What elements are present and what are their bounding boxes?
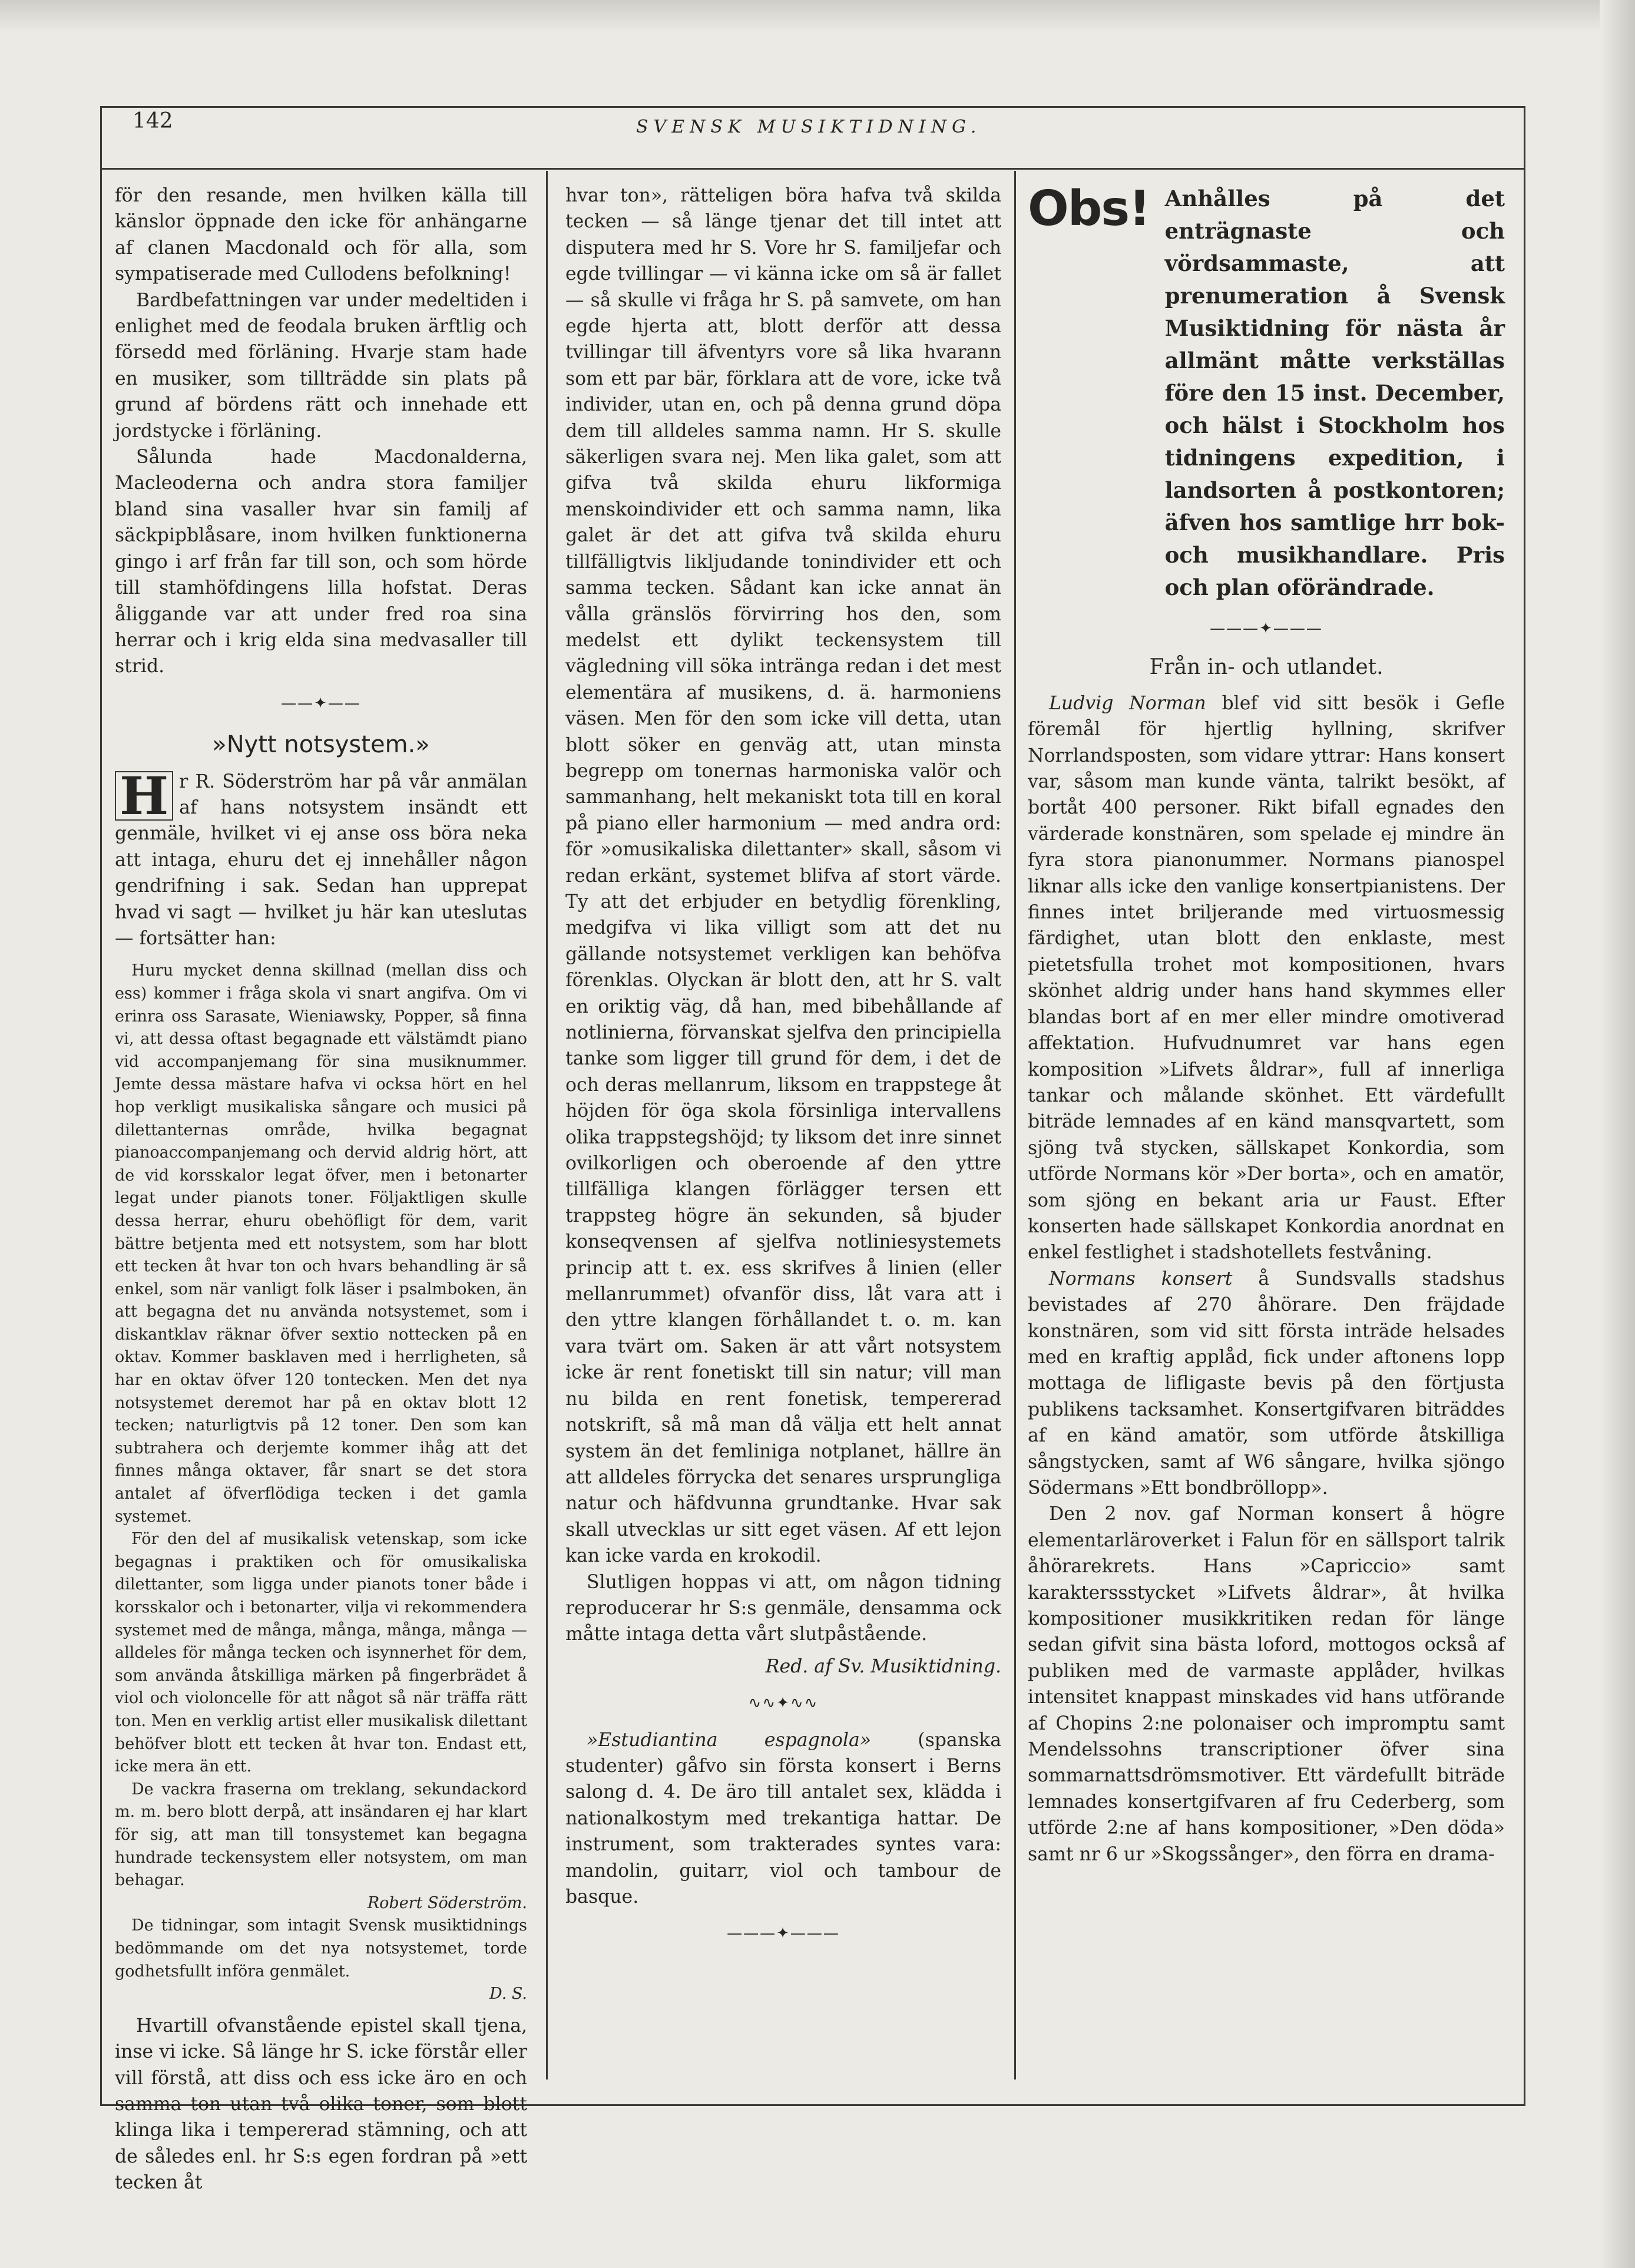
obs-label: Obs! [1028, 181, 1150, 237]
column-3 [1028, 183, 1505, 1867]
estudiantina-text: (spanska studenter) gåfvo sin första konsert i Berns salong d. 4. De äro till antalet sex, klädda i nationalkostym med trekantiga hattar. De instrument, som trakterades syntes vara: mandolin, guitarr, viol och tambour de basque. [565, 1729, 1001, 1907]
obs-text: Anhålles på det enträgnaste och vördsammaste, att prenumeration å Svensk Musiktidning för nästa år allmänt måtte verkställas före den 15 inst. December, och hälst i Stockholm hos tidningens expedition, i landsorten å postkontoren; äfven hos samtlige hrr bok- och musikhandlare. Pris och plan oförändrade. [1164, 186, 1505, 600]
paragraph: Sålunda hade Macdonalderna, Macleoderna och andra stora familjer bland sina vasaller hvar sin familj af säckpipblåsare, inom hvilken funktionerna gingo i arf från far till son, och som hörde till stamhöfdingens lilla hofstat. Deras åliggande var att under fred roa sina herrar och i krig elda sina medvasaller till strid. [115, 447, 527, 677]
scan-edge-top [0, 0, 1635, 32]
column-rule-1 [546, 171, 548, 2079]
letter-paragraph: Huru mycket denna skillnad (mellan diss och ess) kommer i fråga skola vi snart angifva. Om vi erinra oss Sarasate, Wieniawsky, Popper, så finna vi, att dessa oftast begagnade ett välstämdt piano vid accompanjemang för sina musiknummer. Jemte dessa mästare hafva vi ocksa hört en hel hop verkligt musikaliska sångare och musici på dilettanternas område, hvilka begagnat pianoaccompanjemang och dervid aldrig hört, att de vid korsskalor legat öfver, men i betonarter legat under pianots toner. Följaktligen skulle dessa herrar, ehuru obehöfligt för dem, varit bättre betjenta med ett notsystem, som har blott ett tecken åt hvar ton och hvars behandling är så enkel, som när vanligt folk läser i psalmboken, än att begagna det nu använda notsystemet, som i diskantklav räknar öfver sextio nottecken på en oktav. Kommer basklaven med i herrligheten, så har en oktav öfver 120 tontecken. Men det nya notsystemet deremot har på en oktav blott 12 tecken; naturligtvis på 12 toner. Den som kan subtrahera och derjemte kommer ihåg att det finnes många oktaver, får snart se det stora antalet af öfverflödiga tecken i det gamla systemet. [115, 961, 527, 1526]
ornament-divider: ———✦——— [727, 1925, 840, 1943]
page-number: 142 [133, 109, 173, 133]
column-1 [115, 183, 527, 2196]
estudiantina-title: »Estudiantina espagnola» [587, 1729, 872, 1751]
subscription-notice [1028, 183, 1505, 604]
falun-paragraph: Den 2 nov. gaf Norman konsert å högre elementarläroverket i Falun för en sällsport talrik åhörarekrets. Hans »Capriccio» samt karakterssstycket »Lifvets åldrar», åt hvilka kompositioner musikkritiken redan för länge sedan gifvit sina bästa loford, mottogos också af publiken med de varmaste applåder, hvilkas intensitet knappast minskades vid hans utförande af Chopins 2:ne polonaiser och impromptu samt Mendelssohns transcriptioner öfver sina sommarnattsdrömsmotiver. Ett värdefullt biträde lemnades konsertgifvaren af fru Cederberg, som utförde 2:ne af hans kompositioner, »Den döda» samt nr 6 ur »Skogssånger», den förra en drama- [1028, 1503, 1505, 1865]
note-paragraph: De tidningar, som intagit Svensk musiktidnings bedömmande om det nya notsystemet, torde godhetsfullt införa genmälet. [115, 1916, 527, 1981]
intro-text: r R. Söderström har på vår anmälan af hans notsystem insändt ett genmäle, hvilket vi ej anse oss böra neka att intaga, ehuru det ej innehåller någon gendrifning i sak. Sedan han upprepat hvad vi sagt — hvilket ju här kan uteslutas — fortsätter han: [115, 771, 527, 949]
column-rule-2 [1014, 171, 1016, 2079]
sundsvall-paragraph [1028, 1266, 1505, 1502]
reply-paragraph: Hvartill ofvanstående epistel skall tjena, inse vi icke. Så länge hr S. icke förstår eller vill förstå, att diss och ess icke äro en och samma ton utan två olika toner, som blott klinga lika i tempererad stämning, och att de således enl. hr S:s egen fordran på »ett tecken åt [115, 2015, 527, 2194]
paragraph: Slutligen hoppas vi att, om någon tidning reproducerar hr S:s genmäle, densamma ock måtte intaga detta vårt slutpåstående. [565, 1571, 1001, 1645]
header-rule [100, 168, 1525, 170]
editor-signature: Red. af Sv. Musiktidning. [765, 1655, 1001, 1677]
article-heading: »Nytt notsystem.» [212, 731, 430, 759]
letter-signature: Robert Söderström. [367, 1893, 527, 1912]
estudiantina-paragraph [565, 1727, 1001, 1910]
letter-paragraph: För den del af musikalisk vetenskap, som icke begagnas i praktiken och för omusikaliska dilettanter, som ligga under pianots toner både i korsskalor och i betonarter, vilja vi rekommendera systemet med de många, många, många, många — alldeles för många tecken och isynnerhet för dem, som använda åtskilliga märken på fingerbrädet å viol och violoncelle för att något så när träffa rätt ton. Men en verklig artist eller musikalisk dilettant behöfver blott ett tecken åt hvar ton. Endast ett, icke mera än ett. [115, 1530, 527, 1776]
scan-edge-right [1600, 0, 1635, 2268]
paragraph: hvar ton», rätteligen böra hafva två skilda tecken — så länge tjenar det till intet att disputera med hr S. Vore hr S. familjefar och egde tvillingar — vi känna icke om så är fallet — så skulle vi fråga hr S. på samvete, om han egde hjerta att, blott derför att dessa tvillingar till äfventyrs vore så lika hvarann som ett par bär, förklara att de vore, icke två individer, utan en, och på denna grund döpa dem till alldeles samma namn. Hr S. skulle säkerligen svara nej. Men lika galet, som att gifva två skilda ehuru likformiga menskoindivider ett och samma namn, lika galet är det att gifva två skilda ehuru tillfälligtvis likljudande tonindivider ett och samma tecken. Sådant kan icke annat än vålla gränslös förvirring hos den, som medelst ett dylikt teckensystem till vägledning vill söka intränga redan i det mest elementära af musikens, d. ä. harmoniens väsen. Men för den som icke vill detta, utan blott söker en genväg att, utan minsta begrepp om tonernas harmoniska valör och sammanhang, helt mekaniskt tota till en koral på piano eller harmonium — med andra ord: för »omusikaliska dilettanter» skall, såsom vi redan erkänt, systemet blifva af stort värde. Ty att det erbjuder en betydlig förenkling, medgifva vi lika villigt som att det nu gällande notsystemet verkligen kan behöfva förenklas. Olyckan är blott den, att hr S. valt en oriktig väg, då han, med bibehållande af notlinierna, förvanskat sjelfva den principiella tanke som ligger till grund för dem, i det de och deras mellanrum, liksom en trappstege åt höjden för öga skola försinliga intervallens olika trappstegshöjd; ty liksom det inre sinnet ovilkorligen och oberoende af den yttre tillfälliga klangen förlägger tersen ett trappsteg högre än sekunden, så bjuder konseqvensen af sjelfva notliniesystemets princip att t. ex. ess skrifves å linien (eller mellanrummet) ofvanför diss, låt vara att i den yttre klangen förhållandet t. o. m. kan vara tvärt om. Saken är att vårt notsystem icke är rent fonetiskt till sin natur; vill man nu bilda en rent fonetisk, tempererad notskrift, så må man då välja ett helt annat system än det femliniga notplanet, hällre än att alldeles förrycka det senares ursprungliga natur och häfdvunna grundtanke. Hvar sak skall utvecklas ur sitt eget väsen. Af ett lejon kan icke varda en krokodil. [565, 185, 1001, 1567]
drop-cap: H [115, 771, 173, 821]
paragraph: för den resande, men hvilken källa till känslor öppnade den icke för anhängarne af clanen Macdonald och för alla, som sympatiserade med Cullodens befolkning! [115, 185, 527, 285]
konsert-title: Normans konsert [1049, 1268, 1233, 1290]
norman-name: Ludvig Norman [1049, 692, 1206, 714]
letter-quote [115, 960, 527, 2005]
norman-text: blef vid sitt besök i Gefle föremål för hjertlig hyllning, skrifver Norrlandsposten, som vidare yttrar: Hans konsert var, såsom man kunde vänta, talrikt besökt, af bortåt 400 personer. Rikt bifall egnades den värderade konstnären, som spelade ej mindre än fyra stora pianonummer. Normans pianospel liknar alls icke den vanlige konsertpianistens. Der finnes intet briljerande med virtuosmessig färdighet, utan blott den enklaste, mest pietetsfulla trohet mot kompositionen, hvars skönhet aldrig under hans hand skymmes eller blandas bort af en mer eller mindre omotiverad affektation. Hufvudnumret var hans egen komposition »Lifvets åldrar», full af innerliga tankar och målande skönhet. Ett värdefullt biträde lemnades af en känd mansqvartett, som sjöng två stycken, sällskapet Konkordia, som utförde Normans kör »Der borta», och en amatör, som sjöng en bekant aria ur Faust. Efter konserten hade sällskapet Konkordia anordnat en enkel festlighet i stadshotellets festvåning. [1028, 692, 1505, 1264]
article-intro [115, 765, 527, 952]
ornament-divider: ———✦——— [1210, 620, 1323, 637]
note-signature: D. S. [489, 1985, 527, 2003]
konsert-text: å Sundsvalls stadshus bevistades af 270 åhörare. Den fräjdade konstnären, som vid sitt första inträde helsades med en kraftig applåd, fick under aftonens lopp mottaga de lifligaste bevis på den förtjusta publikens tacksamhet. Konsertgifvaren biträddes af en känd amatör, som utförde åtskilliga sångstycken, samt af W6 sångare, hvilka sjöngo Södermans »Ett bondbröllopp». [1028, 1268, 1505, 1499]
column-2 [565, 183, 1001, 1958]
ornament-divider: ——✦—— [281, 694, 361, 712]
paragraph: Bardbefattningen var under medeltiden i enlighet med de feodala bruken ärftlig och försedd med förläning. Hvarje stam hade en musiker, som tillträdde sin plats på grund af bördens rätt och innehade ett jordstycke i förläning. [115, 289, 527, 442]
ornament-divider: ∿∿✦∿∿ [748, 1694, 819, 1712]
letter-paragraph: De vackra fraserna om treklang, sekundackord m. m. bero blott derpå, att insändaren ej har klart för sig, att man till tonsystemet kan begagna hundrade teckensystem eller notsystem, om man behagar. [115, 1780, 527, 1890]
section-heading: Från in- och utlandet. [1149, 655, 1384, 680]
masthead: SVENSK MUSIKTIDNING. [636, 117, 982, 137]
norman-paragraph [1028, 690, 1505, 1266]
